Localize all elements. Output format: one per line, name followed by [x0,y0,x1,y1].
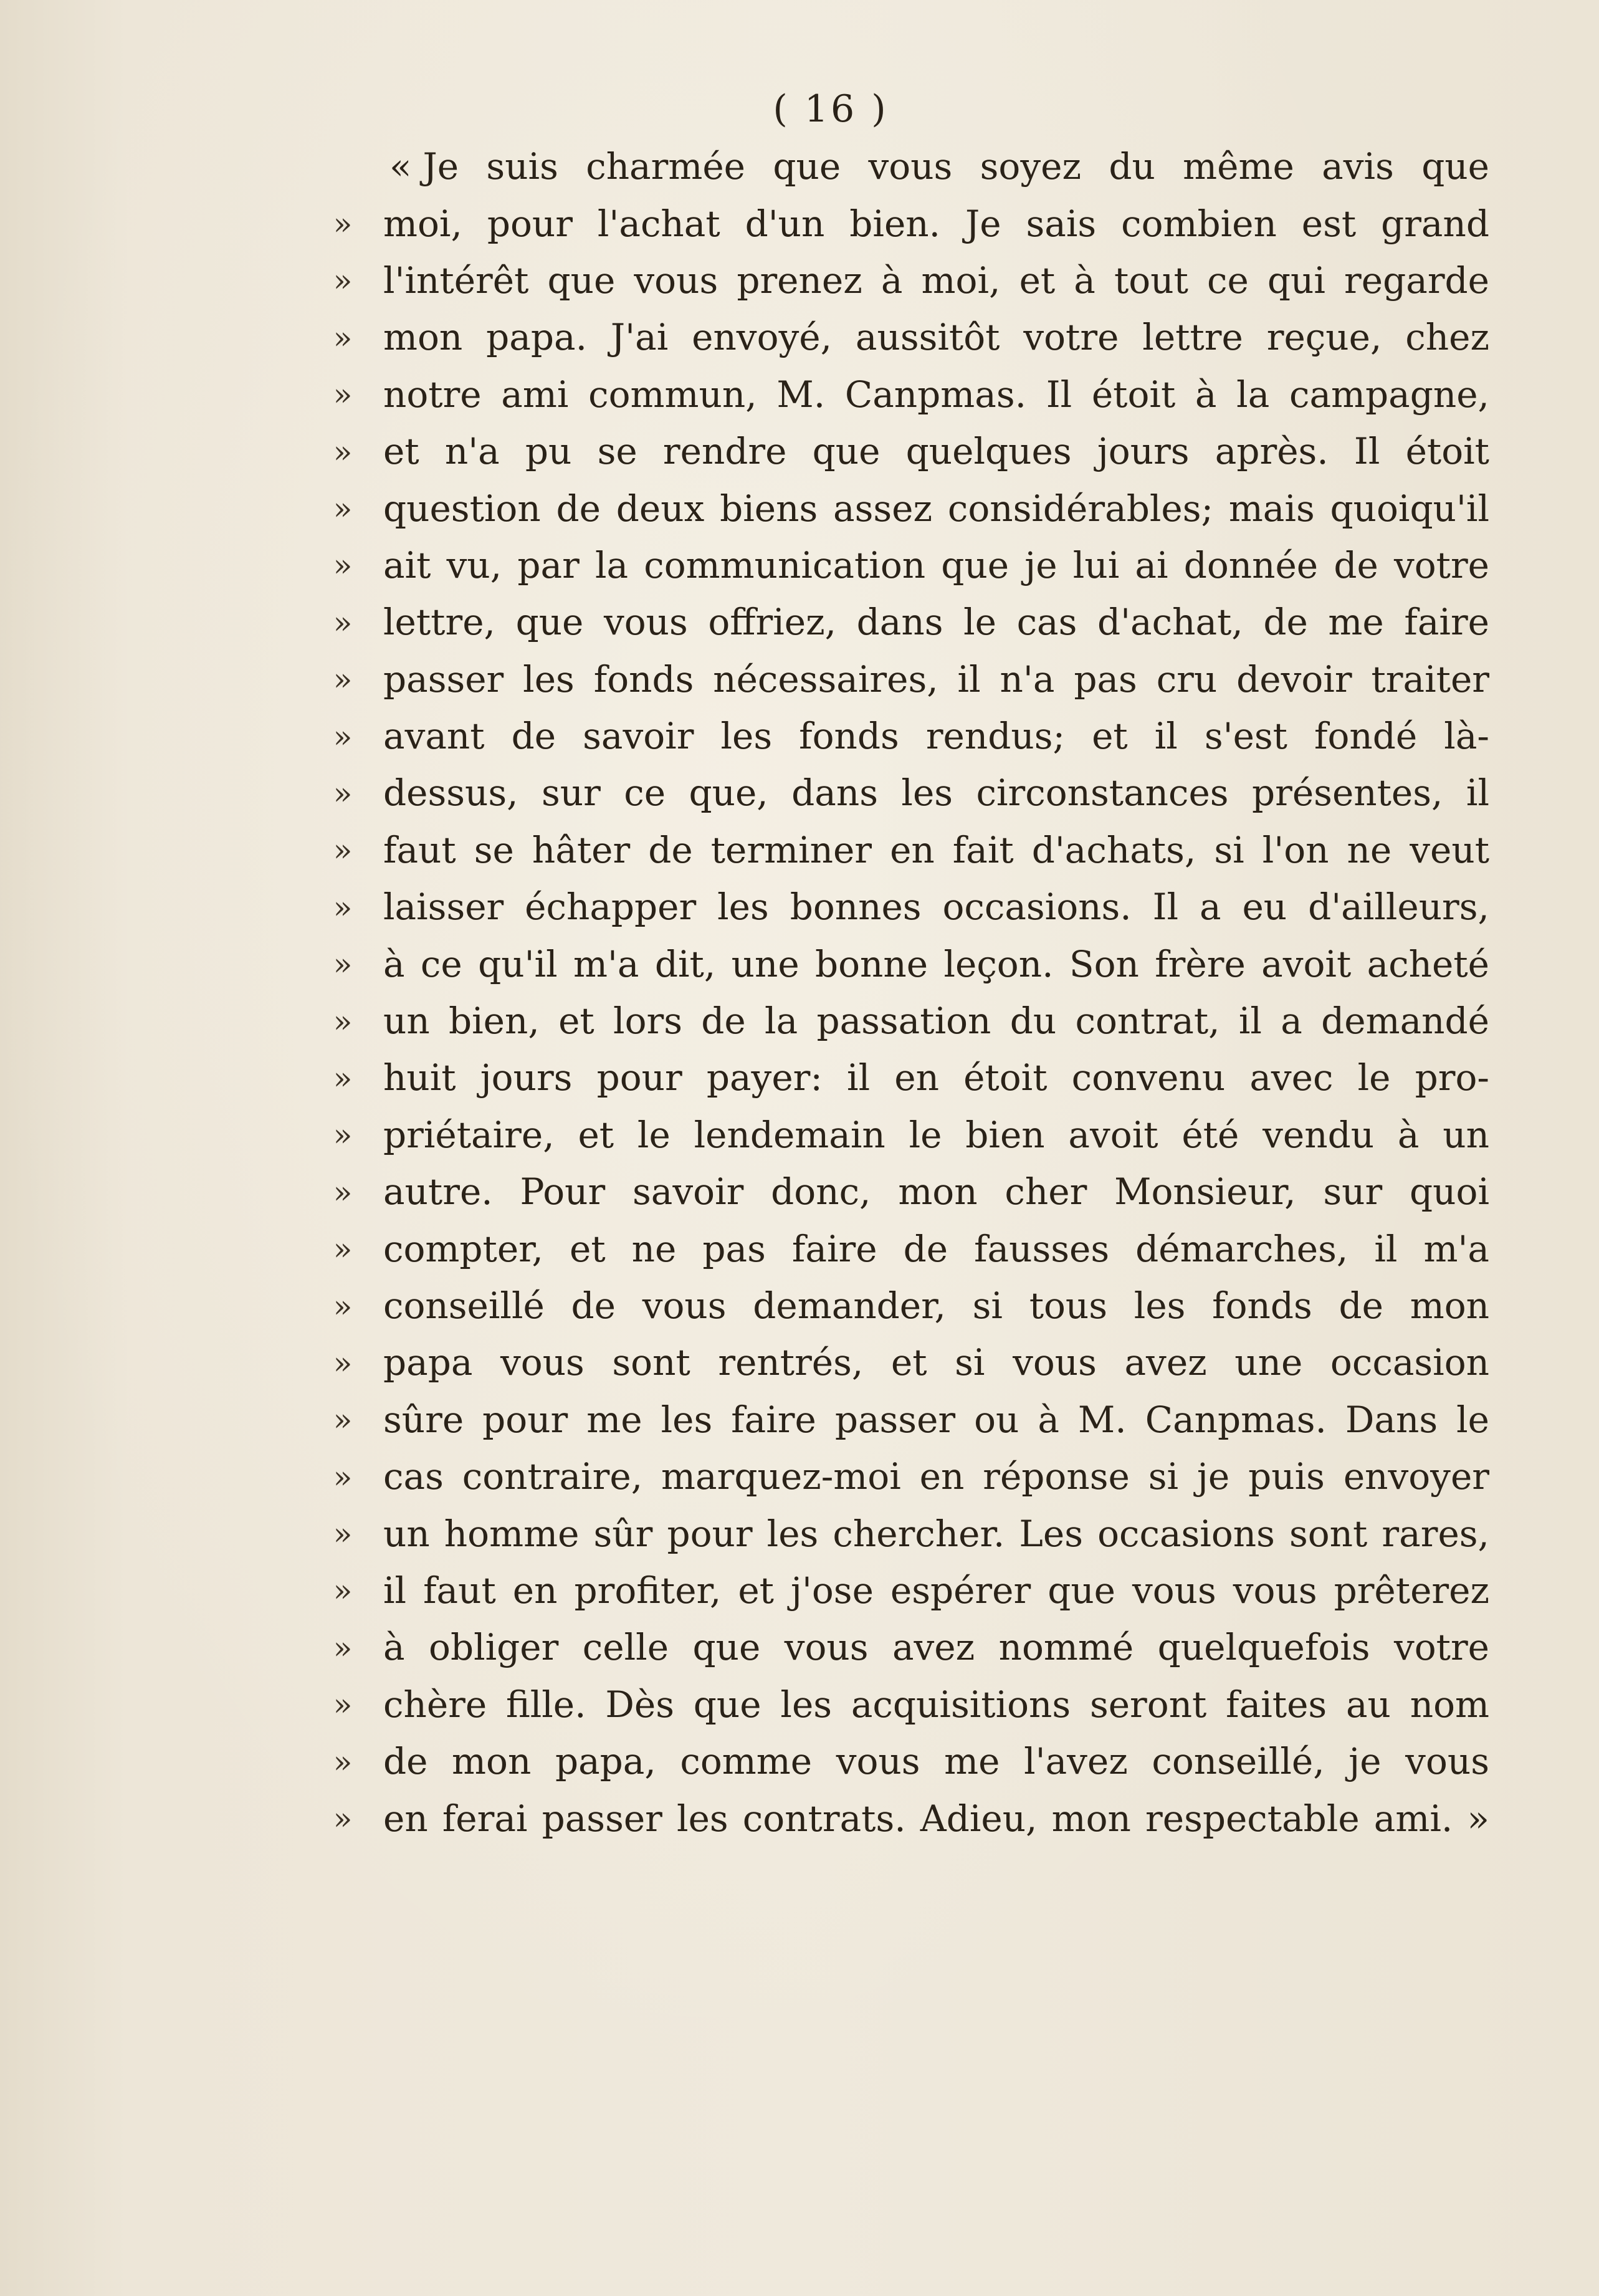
text-line [324,1562,1489,1619]
text-line [324,1050,1489,1106]
text-line-content: conseillé de vous demander, si tous les fonds de mon [383,1284,1489,1327]
text-line-content: cas contraire, marquez-moi en réponse si je puis envoyer [383,1455,1489,1498]
continuation-quote-mark: » [333,1402,353,1438]
continuation-quote-mark: » [333,946,353,983]
continuation-quote-mark: » [333,1629,353,1666]
text-line-content: mon papa. J'ai envoyé, aussitôt votre lettre reçue, chez [383,316,1489,359]
text-line [324,1334,1489,1391]
text-line [324,537,1489,594]
text-line [324,423,1489,480]
text-line [324,879,1489,935]
continuation-quote-mark: » [333,262,353,299]
text-line-content: et n'a pu se rendre que quelques jours après. Il étoit [383,430,1489,473]
continuation-quote-mark: » [333,889,353,926]
text-line-content: chère fille. Dès que les acquisitions seront faites au nom [383,1683,1489,1726]
opening-quote-mark: « [389,145,412,188]
page-number: ( 16 ) [773,87,889,131]
continuation-quote-mark: » [333,1003,353,1040]
continuation-quote-mark: » [333,1686,353,1723]
text-line-content: un homme sûr pour les chercher. Les occasions sont rares, [383,1512,1489,1555]
continuation-quote-mark: » [333,775,353,811]
continuation-quote-mark: » [333,1458,353,1495]
continuation-quote-mark: » [333,1231,353,1268]
text-line [324,1733,1489,1790]
text-line [324,1505,1489,1562]
text-line-content: il faut en profiter, et j'ose espérer que vous vous prêterez [383,1569,1489,1612]
text-line-content: faut se hâter de terminer en fait d'achats, si l'on ne veut [383,828,1489,871]
text-line [324,1392,1489,1448]
text-line [324,1107,1489,1164]
text-line [324,1164,1489,1220]
continuation-quote-mark: » [333,1174,353,1210]
text-line-content: huit jours pour payer: il en étoit convenu avec le pro- [383,1056,1489,1099]
continuation-quote-mark: » [333,1516,353,1552]
continuation-quote-mark: » [333,718,353,755]
continuation-quote-mark: » [333,319,353,356]
text-line-content: compter, et ne pas faire de fausses démarches, il m'a [383,1227,1489,1270]
text-line-content: de mon papa, comme vous me l'avez conseillé, je vous [383,1740,1489,1783]
text-line-content: un bien, et lors de la passation du contrat, il a demandé [383,1000,1489,1043]
text-line-content: ait vu, par la communication que je lui ai donnée de votre [383,543,1489,586]
continuation-quote-mark: » [333,1801,353,1837]
continuation-quote-mark: » [333,1572,353,1609]
text-line [324,366,1489,423]
text-line-content: question de deux biens assez considérables; mais quoiqu'il [383,487,1489,530]
continuation-quote-mark: » [333,376,353,413]
text-line-content: moi, pour l'achat d'un bien. Je sais combien est grand [383,202,1489,245]
text-line-content: sûre pour me les faire passer ou à M. Canpmas. Dans le [383,1398,1489,1441]
continuation-quote-mark: » [333,490,353,527]
text-line-content: autre. Pour savoir donc, mon cher Monsieur, sur quoi [383,1170,1489,1213]
continuation-quote-mark: » [333,433,353,470]
text-line [324,138,1489,195]
continuation-quote-mark: » [333,604,353,641]
text-line [324,1448,1489,1505]
text-line-content: priétaire, et le lendemain le bien avoit été vendu à un [383,1113,1489,1156]
continuation-quote-mark: » [333,547,353,584]
text-line-content: laisser échapper les bonnes occasions. Il a eu d'ailleurs, [383,886,1489,929]
continuation-quote-mark: » [333,832,353,869]
text-line-content: à obliger celle que vous avez nommé quelquefois votre [383,1626,1489,1669]
text-line-content: papa vous sont rentrés, et si vous avez une occasion [383,1341,1489,1384]
text-line-content: avant de savoir les fonds rendus; et il s'est fondé là- [383,715,1489,758]
text-line-content: lettre, que vous offriez, dans le cas d'achat, de me faire [383,601,1489,644]
text-line [324,594,1489,651]
text-line [324,1790,1489,1847]
text-line [324,1619,1489,1676]
text-line [324,651,1489,708]
text-line [324,1677,1489,1733]
text-line [324,252,1489,309]
text-line-content: notre ami commun, M. Canpmas. Il étoit à la campagne, [383,373,1489,416]
text-line [324,935,1489,992]
text-line [324,195,1489,252]
text-line [324,708,1489,765]
text-line [324,1278,1489,1334]
text-line [324,765,1489,821]
continuation-quote-mark: » [333,1060,353,1096]
text-line [324,1220,1489,1277]
text-line [324,822,1489,879]
continuation-quote-mark: » [333,661,353,698]
letter-text-block [324,138,1489,1847]
text-line-content: « Je suis charmée que vous soyez du même avis que [389,145,1489,188]
text-line-content: en ferai passer les contrats. Adieu, mon respectable ami. » [383,1797,1489,1840]
text-line-content: l'intérêt que vous prenez à moi, et à tout ce qui regarde [383,259,1489,302]
continuation-quote-mark: » [333,1117,353,1154]
continuation-quote-mark: » [333,206,353,242]
text-line [324,309,1489,366]
text-line-content: à ce qu'il m'a dit, une bonne leçon. Son frère avoit acheté [383,942,1489,985]
text-line-content: dessus, sur ce que, dans les circonstances présentes, il [383,772,1489,815]
text-line [324,480,1489,537]
continuation-quote-mark: » [333,1288,353,1324]
continuation-quote-mark: » [333,1344,353,1381]
continuation-quote-mark: » [333,1743,353,1780]
text-line [324,993,1489,1050]
text-line-content: passer les fonds nécessaires, il n'a pas cru devoir traiter [383,658,1489,701]
